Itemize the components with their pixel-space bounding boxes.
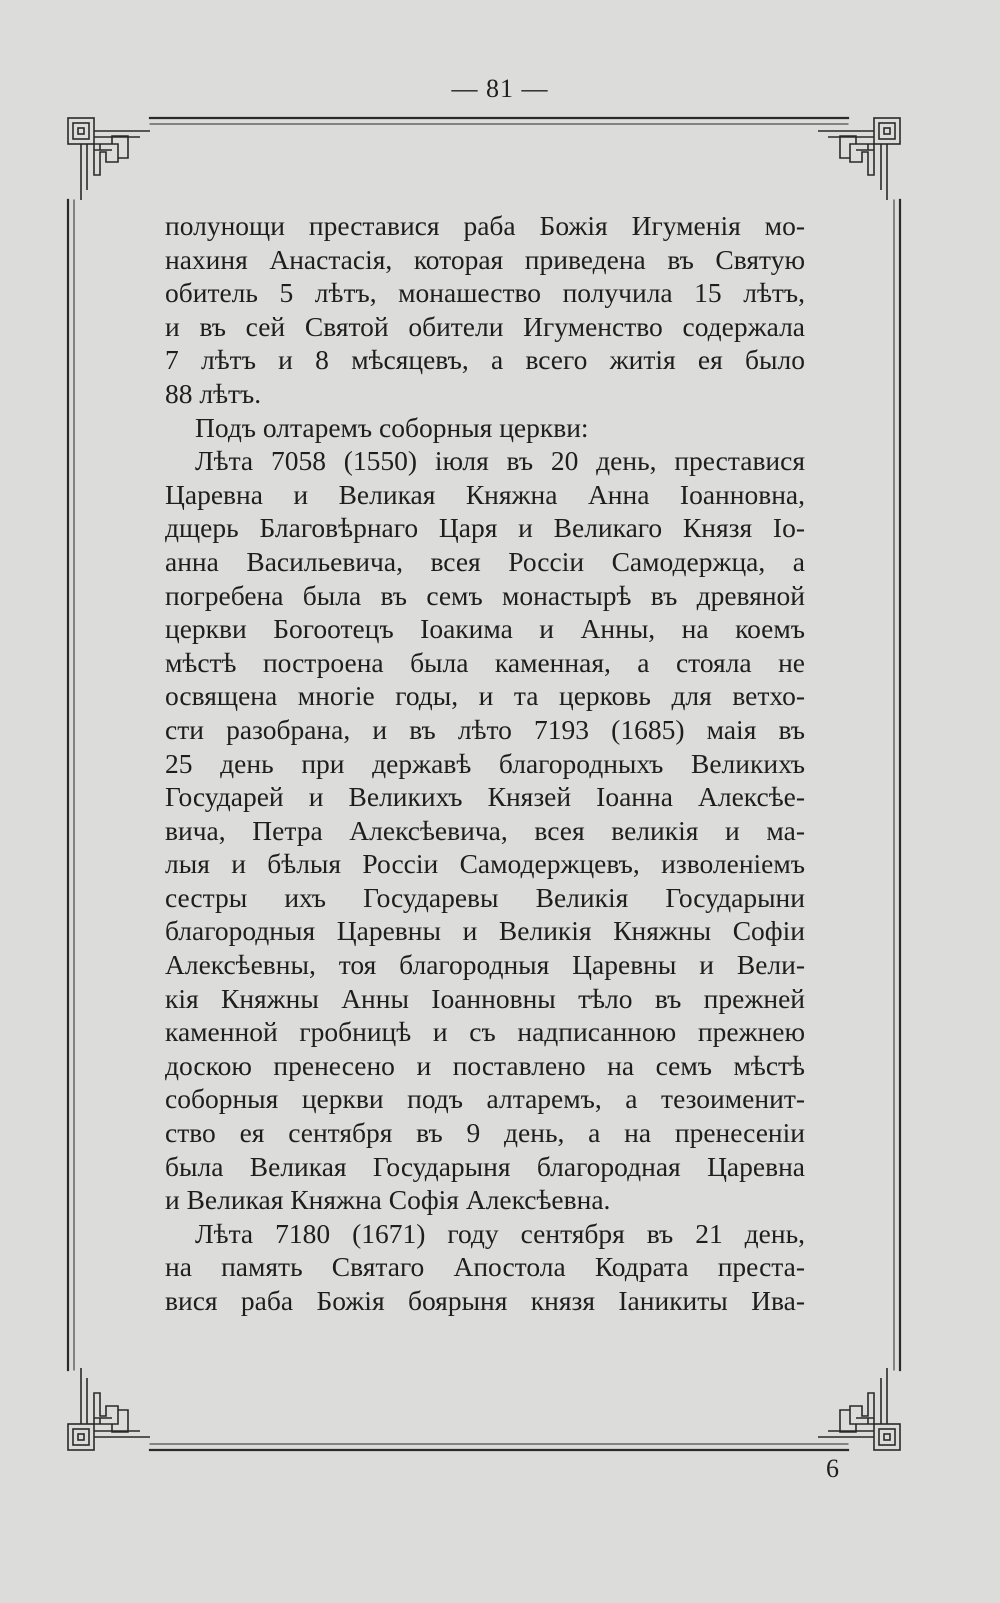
text-line: 7 лѣтъ и 8 мѣсяцевъ, а всего житія ея было: [165, 344, 805, 376]
text-line: анна Васильевича, всея Россіи Самодержца, а: [165, 545, 805, 577]
text-line: ство ея сентября въ 9 день, а на пренесеніи: [165, 1117, 805, 1149]
text-line: дщерь Благовѣрнаго Царя и Великаго Князя Іо-: [165, 512, 805, 544]
text-line: обитель 5 лѣтъ, монашество получила 15 лѣтъ,: [165, 277, 805, 309]
text-line: полунощи преставися раба Божія Игуменія мо-: [165, 210, 805, 241]
text-line: освящена многіе годы, и та церковь для ветхо-: [165, 680, 805, 712]
text-line: и Великая Княжна Софія Алексѣевна.: [165, 1184, 611, 1216]
text-line: соборныя церкви подъ алтаремъ, а тезоименит-: [165, 1083, 805, 1115]
text-line: Государей и Великихъ Князей Іоанна Алексѣе-: [165, 781, 805, 813]
signature-mark: 6: [826, 1454, 839, 1483]
text-line: Лѣта 7180 (1671) году сентября въ 21 день,: [195, 1217, 805, 1249]
corner-ornament-bottom-left: [68, 1368, 150, 1450]
text-line: церкви Богоотецъ Іоакима и Анны, на коемъ: [165, 613, 805, 645]
text-line: вича, Петра Алексѣевича, всея великія и ма-: [165, 814, 805, 846]
text-line: на память Святаго Апостола Кодрата преста-: [165, 1251, 805, 1283]
text-line: каменной гробницѣ и съ надписанною прежнею: [165, 1016, 805, 1048]
text-line: лыя и бѣлыя Россіи Самодержцевъ, изволеніемъ: [165, 848, 805, 880]
body-text: [165, 209, 805, 1318]
text-line: благородныя Царевны и Великія Княжны Софіи: [165, 915, 805, 947]
text-line: 25 день при державѣ благородныхъ Великихъ: [165, 747, 805, 779]
corner-ornament-bottom-right: [818, 1368, 900, 1450]
text-line: доскою пренесено и поставлено на семъ мѣстѣ: [165, 1049, 805, 1081]
text-line: нахиня Анастасія, которая приведена въ Святую: [165, 243, 805, 275]
text-line: Алексѣевны, тоя благородныя Царевны и Вели-: [165, 949, 805, 981]
text-line: кія Княжны Анны Іоанновны тѣло въ прежней: [165, 982, 805, 1014]
corner-ornament-top-left: [68, 118, 150, 200]
section-heading: Подъ олтаремъ соборныя церкви:: [195, 411, 589, 443]
text-line: мѣстѣ построена была каменная, а стояла не: [165, 646, 805, 678]
corner-ornament-top-right: [818, 118, 900, 200]
text-line: сти разобрана, и въ лѣто 7193 (1685) маія въ: [165, 713, 805, 745]
page-number: — 81 —: [451, 74, 549, 103]
text-line: сестры ихъ Государевы Великія Государыни: [165, 881, 805, 913]
text-line: вися раба Божія боярыня князя Іаникиты Ива-: [165, 1285, 805, 1316]
text-line: была Великая Государыня благородная Царевна: [165, 1150, 805, 1182]
text-line: 88 лѣтъ.: [165, 377, 262, 409]
text-line: Лѣта 7058 (1550) іюля въ 20 день, преставися: [195, 445, 805, 477]
text-line: и въ сей Святой обители Игуменство содержала: [165, 310, 805, 342]
text-line: Царевна и Великая Княжна Анна Іоанновна,: [165, 478, 805, 510]
text-line: погребена была въ семъ монастырѣ въ древяной: [165, 579, 805, 611]
